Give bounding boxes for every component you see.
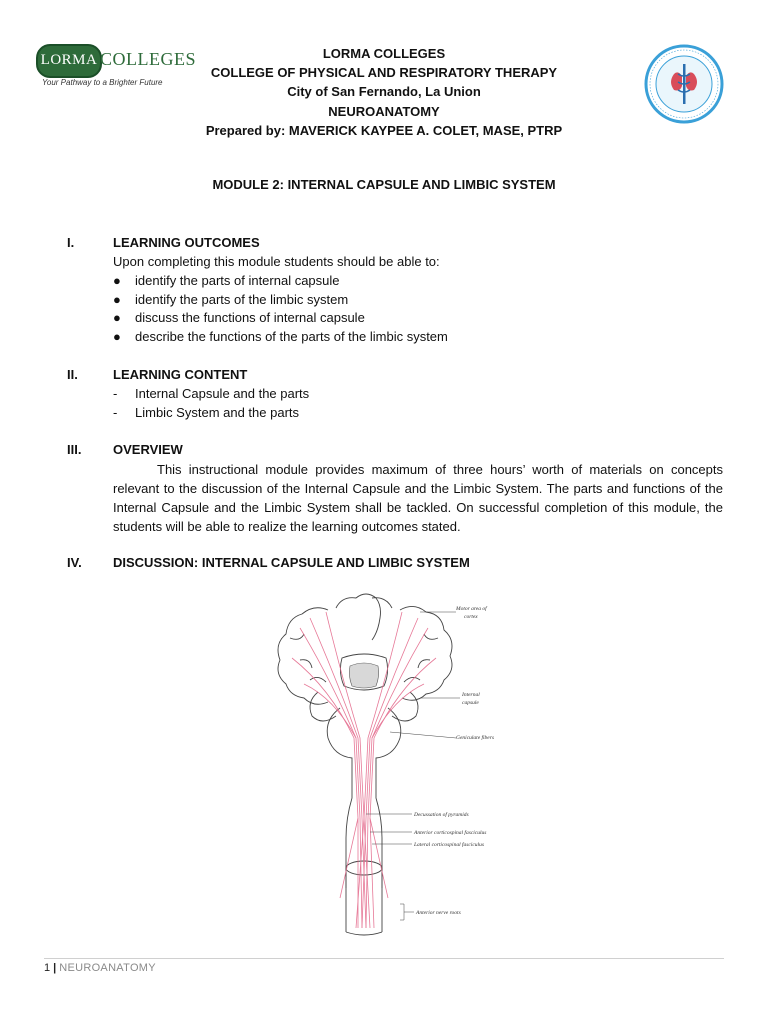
list-item: - Internal Capsule and the parts (113, 386, 310, 401)
list-item: ● describe the functions of the parts of the limbic system (113, 329, 448, 344)
page-footer (44, 962, 156, 974)
label-geniculate-fibers: Geniculate fibers (456, 735, 495, 741)
college-seal-icon (644, 44, 724, 124)
label-anterior-corticospinal: Anterior corticospinal fasciculus (414, 830, 487, 836)
list-item: - Limbic System and the parts (113, 405, 300, 420)
document-header (160, 44, 608, 140)
logo-badge (36, 44, 102, 78)
section-1-number: I. (67, 235, 75, 250)
footer-title: NEUROANATOMY (59, 962, 156, 974)
list-item: ● discuss the functions of internal capsule (113, 310, 365, 325)
logo-word-lorma: LORMA (40, 52, 98, 68)
corticospinal-fibers (292, 612, 436, 928)
label-motor-area: Motor area of (456, 606, 487, 612)
logo-word-colleges: COLLEGES (100, 49, 196, 69)
section-4-title: DISCUSSION: INTERNAL CAPSULE AND LIMBIC SYSTEM (113, 555, 470, 570)
header-line-author: Prepared by: MAVERICK KAYPEE A. COLET, MASE, PTRP (205, 122, 563, 138)
footer-separator: | (53, 962, 57, 974)
logo-tagline: Your Pathway to a Brighter Future (42, 78, 163, 87)
section-4-number: IV. (67, 555, 82, 570)
header-line-institution: LORMA COLLEGES (322, 46, 446, 61)
section-3-title: OVERVIEW (113, 442, 183, 457)
module-title: MODULE 2: INTERNAL CAPSULE AND LIMBIC SYSTEM (212, 177, 556, 192)
label-cortex: cortex (464, 614, 478, 620)
label-lateral-corticospinal: Lateral corticospinal fasciculus (414, 842, 484, 848)
section-3-number: III. (67, 442, 82, 457)
label-decussation: Decussation of pyramids (414, 812, 469, 818)
footer-divider (44, 958, 724, 959)
label-internal: Internal (462, 692, 480, 698)
header-line-course: NEUROANATOMY (328, 103, 440, 119)
internal-capsule-diagram (270, 588, 506, 940)
section-2-title: LEARNING CONTENT (113, 367, 248, 382)
list-item: ● identify the parts of internal capsule (113, 273, 340, 288)
brain-outline (278, 594, 452, 935)
section-1-intro: Upon completing this module students should be able to: (113, 254, 440, 269)
section-2-number: II. (67, 367, 78, 382)
list-item: ● identify the parts of the limbic system (113, 292, 349, 307)
overview-paragraph: This instructional module provides maximum of three hours’ worth of materials on concepts relevant to the discussion of the Internal Capsule and the Limbic System. The parts and functions of the Internal Capsule and the Limbic System shall be tackled. On successful completion of this module, the students will be able to realize the learning outcomes stated. (113, 462, 723, 534)
header-line-city: City of San Fernando, La Union (287, 84, 481, 100)
header-line-college: COLLEGE OF PHYSICAL AND RESPIRATORY THERAPY (210, 65, 558, 81)
label-anterior-nerve-roots: Anterior nerve roots (416, 910, 461, 916)
page-number: 1 (44, 962, 51, 974)
label-capsule: capsule (462, 700, 479, 706)
section-1-title: LEARNING OUTCOMES (113, 235, 260, 250)
